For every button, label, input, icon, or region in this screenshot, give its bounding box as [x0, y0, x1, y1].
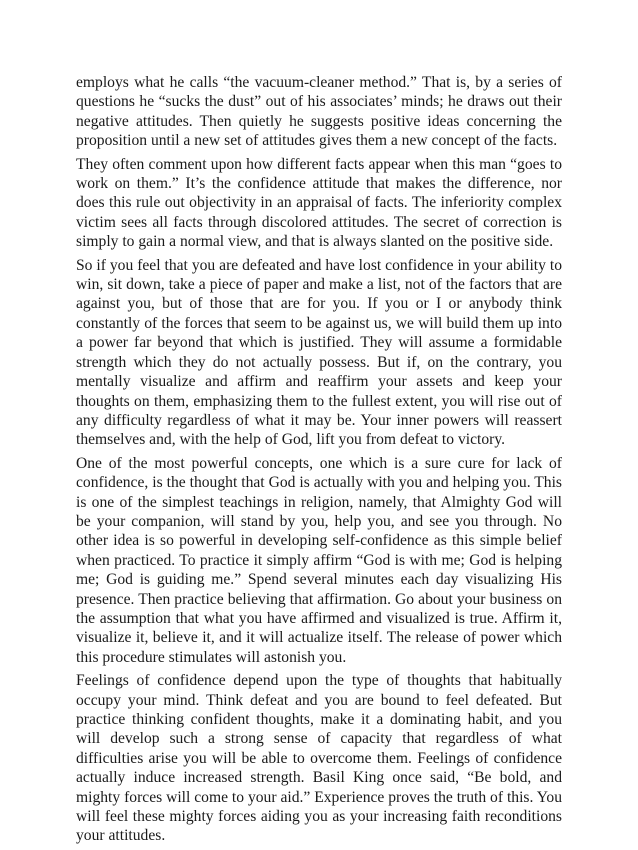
- paragraph-5: Feelings of confidence depend upon the type of thoughts that habitually occupy your mind. Think defeat and you are bound to feel defeated. But practice thinking confident thoughts, make it a dominating habit, and you will develop such a strong sense of capacity that regardless of what difficulties arise you will be able to overcome them. Feelings of confidence actually induce increased strength. Basil King once said, “Be bold, and mighty forces will come to your aid.” Experience proves the truth of this. You will feel these mighty forces aiding you as your increasing faith reconditions your attitudes.: [76, 672, 562, 845]
- paragraph-1: employs what he calls “the vacuum-cleaner method.” That is, by a series of questions he “sucks the dust” out of his associates’ minds; he draws out their negative attitudes. Then quietly he suggests positive ideas concerning the proposition until a new set of attitudes gives them a new concept of the facts.: [76, 74, 562, 150]
- page-body: [76, 73, 562, 850]
- paragraph-2: They often comment upon how different facts appear when this man “goes to work on them.” It’s the confidence attitude that makes the difference, nor does this rule out objectivity in an appraisal of facts. The inferiority complex victim sees all facts through discolored attitudes. The secret of correction is simply to gain a normal view, and that is always slanted on the positive side.: [76, 155, 562, 251]
- paragraph-3: So if you feel that you are defeated and have lost confidence in your ability to win, sit down, take a piece of paper and make a list, not of the factors that are against you, but of those that are for you. If you or I or anybody think constantly of the forces that seem to be against us, we will build them up into a power far beyond that which is justified. They will assume a formidable strength which they do not actually possess. But if, on the contrary, you mentally visualize and affirm and reaffirm your assets and keep your thoughts on them, emphasizing them to the fullest extent, you will rise out of any difficulty regardless of what it may be. Your inner powers will reassert themselves and, with the help of God, lift you from defeat to victory.: [76, 256, 562, 449]
- paragraph-4: One of the most powerful concepts, one which is a sure cure for lack of confidence, is the thought that God is actually with you and helping you. This is one of the simplest teachings in religion, namely, that Almighty God will be your companion, will stand by you, help you, and see you through. No other idea is so powerful in developing self-confidence as this simple belief when practiced. To practice it simply affirm “God is with me; God is helping me; God is guiding me.” Spend several minutes each day visualizing His presence. Then practice believing that affirmation. Go about your business on the assumption that what you have affirmed and visualized is true. Affirm it, visualize it, believe it, and it will actualize itself. The release of power which this procedure stimulates will astonish you.: [76, 454, 562, 666]
